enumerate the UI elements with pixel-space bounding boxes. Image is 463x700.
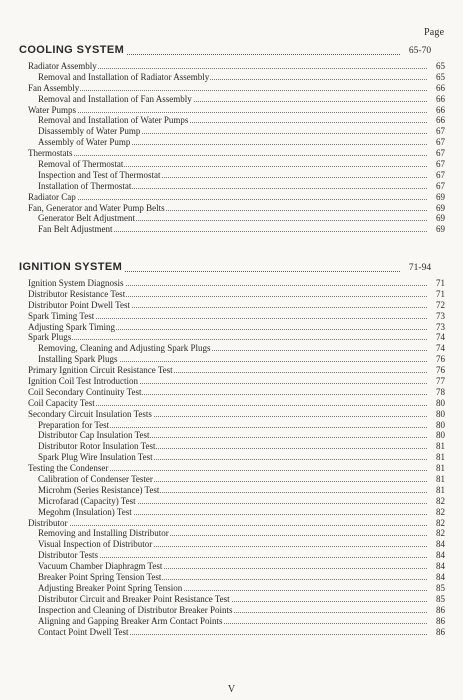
toc-entry — [0, 627, 463, 638]
entry-page-number: 76 — [427, 365, 445, 376]
entry-title: Coil Capacity Test — [28, 397, 95, 408]
entry-title: Secondary Circuit Insulation Tests — [28, 408, 152, 419]
entry-title: Removal and Installation of Radiator Assembly — [38, 71, 210, 82]
toc-entry — [0, 561, 463, 572]
entry-page-number: 82 — [427, 518, 445, 529]
toc-entry — [0, 507, 463, 518]
entry-list — [0, 61, 463, 235]
section-page-range: 65-70 — [400, 46, 440, 56]
entry-title: Distributor — [28, 517, 68, 528]
entry-title: Fan, Generator and Water Pump Belts — [28, 202, 165, 213]
entry-title: Microhm (Series Resistance) Test — [38, 484, 160, 495]
toc-entry — [0, 322, 463, 333]
toc-entry — [0, 137, 463, 148]
toc-entry — [0, 148, 463, 159]
entry-page-number: 69 — [427, 224, 445, 235]
entry-page-number: 67 — [427, 137, 445, 148]
entry-title: Removing, Cleaning and Adjusting Spark Plugs — [38, 343, 211, 354]
entry-title: Testing the Condenser — [28, 463, 109, 474]
toc-entry — [0, 518, 463, 529]
toc-entry — [0, 170, 463, 181]
toc-entry — [0, 83, 463, 94]
entry-page-number: 80 — [427, 430, 445, 441]
entry-page-number: 82 — [427, 496, 445, 507]
entry-title: Installation of Thermostat — [38, 180, 132, 191]
toc-entry — [0, 398, 463, 409]
entry-page-number: 84 — [427, 561, 445, 572]
entry-title: Distributor Rotor Insulation Test — [38, 441, 156, 452]
entry-page-number: 69 — [427, 213, 445, 224]
dot-leader — [28, 155, 427, 156]
entry-title: Microfarad (Capacity) Test — [38, 495, 136, 506]
entry-page-number: 81 — [427, 441, 445, 452]
entry-title: Water Pumps — [28, 104, 77, 115]
entry-page-number: 76 — [427, 354, 445, 365]
dot-leader — [28, 199, 427, 200]
entry-title: Spark Plug Wire Insulation Test — [38, 452, 153, 463]
entry-title: Removal and Installation of Water Pumps — [38, 115, 189, 126]
entry-page-number: 82 — [427, 507, 445, 518]
entry-page-number: 66 — [427, 115, 445, 126]
toc-entry — [0, 181, 463, 192]
entry-page-number: 84 — [427, 550, 445, 561]
entry-page-number: 66 — [427, 94, 445, 105]
entry-page-number: 67 — [427, 170, 445, 181]
entry-title: Fan Belt Adjustment — [38, 224, 113, 235]
section-heading — [0, 44, 463, 58]
toc-entry — [0, 594, 463, 605]
entry-page-number: 65 — [427, 72, 445, 83]
page-column-label: Page — [424, 27, 445, 38]
entry-title: Generator Belt Adjustment — [38, 213, 135, 224]
entry-page-number: 71 — [427, 278, 445, 289]
entry-page-number: 72 — [427, 300, 445, 311]
toc-entry — [0, 441, 463, 452]
entry-title: Breaker Point Spring Tension Test — [38, 572, 162, 583]
toc-entry — [0, 583, 463, 594]
entry-title: Distributor Cap Insulation Test — [38, 430, 150, 441]
toc-entry — [0, 159, 463, 170]
entry-title: Spark Plugs — [28, 332, 72, 343]
entry-page-number: 86 — [427, 616, 445, 627]
toc-entry — [0, 365, 463, 376]
entry-title: Radiator Assembly — [28, 61, 97, 71]
toc-entry — [0, 452, 463, 463]
entry-page-number: 65 — [427, 61, 445, 72]
dot-leader — [28, 339, 427, 340]
entry-title: Radiator Cap — [28, 191, 76, 202]
entry-title: Visual Inspection of Distributor — [38, 539, 153, 550]
section-ignition-system — [0, 261, 463, 637]
entry-page-number: 81 — [427, 485, 445, 496]
toc-entry — [0, 203, 463, 214]
toc-entry — [0, 278, 463, 289]
entry-page-number: 86 — [427, 627, 445, 638]
entry-page-number: 73 — [427, 311, 445, 322]
toc-entry — [0, 485, 463, 496]
toc-entry — [0, 409, 463, 420]
toc-entry — [0, 528, 463, 539]
entry-title: Adjusting Spark Timing — [28, 321, 116, 332]
section-cooling-system — [0, 44, 463, 235]
toc-entry — [0, 463, 463, 474]
toc-entry — [0, 616, 463, 627]
toc-entry — [0, 474, 463, 485]
toc-entry — [0, 354, 463, 365]
entry-page-number: 85 — [427, 583, 445, 594]
toc-entry — [0, 289, 463, 300]
toc-entry — [0, 572, 463, 583]
entry-page-number: 80 — [427, 420, 445, 431]
toc-entry — [0, 376, 463, 387]
entry-title: Contact Point Dwell Test — [38, 626, 129, 637]
entry-title: Distributor Point Dwell Test — [28, 299, 130, 310]
entry-page-number: 74 — [427, 343, 445, 354]
entry-page-number: 84 — [427, 539, 445, 550]
entry-page-number: 66 — [427, 83, 445, 94]
toc-entry — [0, 343, 463, 354]
toc-entry — [0, 550, 463, 561]
toc-entry — [0, 605, 463, 616]
toc-entry — [0, 126, 463, 137]
entry-title: Removal of Thermostat — [38, 159, 124, 170]
toc-entry — [0, 300, 463, 311]
entry-page-number: 67 — [427, 181, 445, 192]
entry-page-number: 85 — [427, 594, 445, 605]
entry-page-number: 67 — [427, 159, 445, 170]
section-title: IGNITION SYSTEM — [19, 261, 123, 273]
entry-list — [0, 278, 463, 637]
entry-title: Assembly of Water Pump — [38, 137, 131, 148]
entry-page-number: 71 — [427, 289, 445, 300]
toc-entry — [0, 539, 463, 550]
entry-page-number: 81 — [427, 452, 445, 463]
entry-title: Removing and Installing Distributor — [38, 528, 169, 539]
entry-title: Installing Spark Plugs — [38, 354, 118, 365]
entry-page-number: 84 — [427, 572, 445, 583]
entry-page-number: 82 — [427, 528, 445, 539]
entry-title: Inspection and Test of Thermostat — [38, 169, 161, 180]
toc-entry — [0, 496, 463, 507]
entry-title: Aligning and Gapping Breaker Arm Contact Points — [38, 615, 223, 626]
entry-page-number: 81 — [427, 463, 445, 474]
toc-entry — [0, 311, 463, 322]
toc-entry — [0, 224, 463, 235]
entry-page-number: 80 — [427, 398, 445, 409]
entry-page-number: 77 — [427, 376, 445, 387]
entry-title: Fan Assembly — [28, 82, 80, 93]
toc-entry — [0, 94, 463, 105]
entry-title: Ignition System Diagnosis — [28, 278, 124, 288]
entry-title: Calibration of Condenser Tester — [38, 474, 153, 485]
toc-entry — [0, 72, 463, 83]
page-number-footer: V — [227, 684, 236, 695]
dot-leader — [28, 90, 427, 91]
entry-title: Thermostats — [28, 148, 73, 159]
entry-title: Primary Ignition Circuit Resistance Test — [28, 365, 173, 376]
toc-entry — [0, 213, 463, 224]
entry-title: Vacuum Chamber Diaphragm Test — [38, 561, 163, 572]
entry-page-number: 69 — [427, 203, 445, 214]
entry-page-number: 69 — [427, 192, 445, 203]
entry-page-number: 86 — [427, 605, 445, 616]
entry-page-number: 81 — [427, 474, 445, 485]
entry-title: Distributor Circuit and Breaker Point Resistance Test — [38, 593, 230, 604]
entry-page-number: 80 — [427, 409, 445, 420]
dot-leader — [28, 112, 427, 113]
toc-entry — [0, 105, 463, 116]
entry-title: Distributor Tests — [38, 550, 98, 561]
entry-page-number: 78 — [427, 387, 445, 398]
section-title: COOLING SYSTEM — [19, 44, 125, 56]
section-heading — [0, 261, 463, 275]
toc-entry — [0, 430, 463, 441]
toc-entry — [0, 61, 463, 72]
entry-title: Megohm (Insulation) Test — [38, 506, 132, 517]
entry-page-number: 74 — [427, 332, 445, 343]
entry-page-number: 73 — [427, 322, 445, 333]
entry-title: Removal and Installation of Fan Assembly — [38, 93, 192, 104]
entry-page-number: 67 — [427, 148, 445, 159]
section-page-range: 71-94 — [400, 263, 440, 273]
dot-leader — [28, 525, 427, 526]
entry-title: Ignition Coil Test Introduction — [28, 376, 138, 387]
toc-entry — [0, 420, 463, 431]
toc-entry — [0, 192, 463, 203]
entry-title: Spark Timing Test — [28, 310, 95, 321]
entry-title: Preparation for Test — [38, 419, 110, 430]
entry-title: Distributor Resistance Test — [28, 288, 126, 299]
entry-page-number: 66 — [427, 105, 445, 116]
entry-title: Inspection and Cleaning of Distributor Breaker Points — [38, 604, 233, 615]
entry-title: Adjusting Breaker Point Spring Tension — [38, 582, 183, 593]
entry-page-number: 67 — [427, 126, 445, 137]
toc-entry — [0, 115, 463, 126]
entry-title: Disassembly of Water Pump — [38, 126, 141, 137]
entry-title: Coil Secondary Continuity Test — [28, 386, 142, 397]
toc-entry — [0, 387, 463, 398]
toc-entry — [0, 332, 463, 343]
